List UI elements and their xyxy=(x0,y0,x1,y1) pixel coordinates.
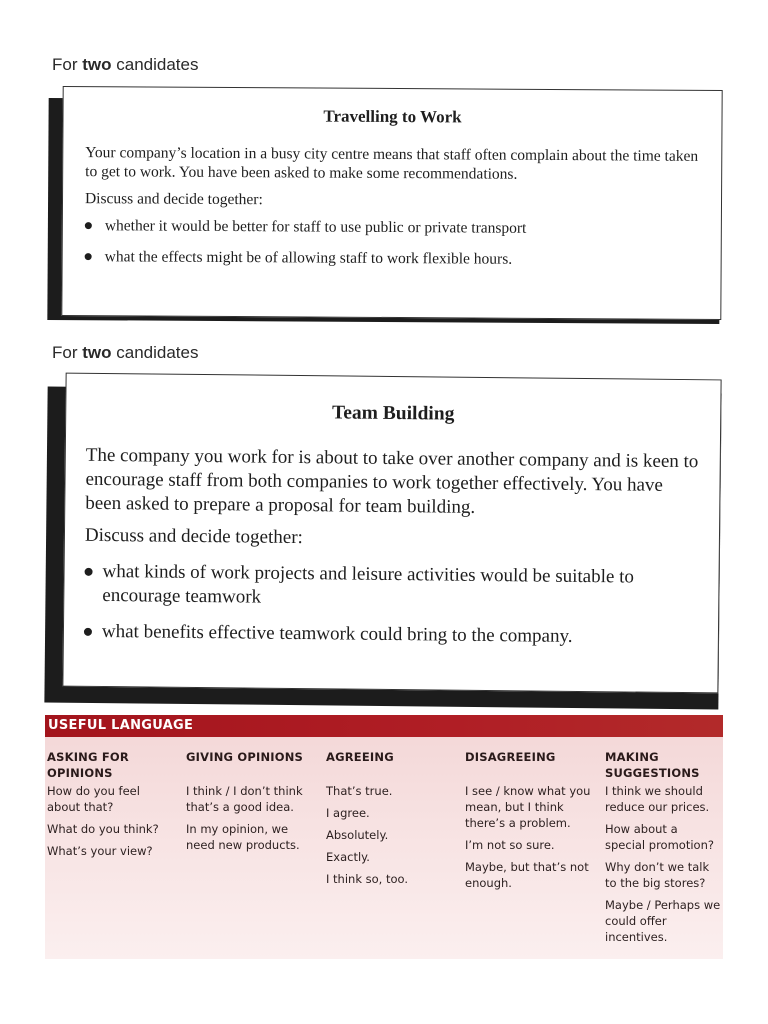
phrase-item: I think / I don’t think that’s a good idea. xyxy=(186,784,303,814)
column-asking-for-opinions xyxy=(47,749,175,865)
useful-language-title: USEFUL LANGUAGE xyxy=(48,718,194,733)
bullet-icon xyxy=(84,628,92,636)
column-disagreeing xyxy=(465,749,593,897)
bullet-icon xyxy=(85,222,92,229)
task-card-travelling xyxy=(61,86,722,320)
phrase-item: Why don’t we talk to the big stores? xyxy=(605,860,710,890)
task-bullet-list xyxy=(84,560,701,650)
phrase-item: I’m not so sure. xyxy=(465,838,555,852)
phrase-item: What’s your view? xyxy=(47,844,153,858)
column-giving-opinions xyxy=(186,749,314,859)
column-agreeing xyxy=(326,749,454,893)
card-paragraph: Your company’s location in a busy city centre means that staff often complain about the time taken to get to work. You have been asked to make some recommendations. xyxy=(85,144,699,183)
discuss-instruction: Discuss and decide together: xyxy=(84,524,303,549)
phrase-item: I think we should reduce our prices. xyxy=(605,784,710,814)
bullet-text: what the effects might be of allowing staff to work flexible hours. xyxy=(104,248,513,268)
task-bullet-item xyxy=(84,560,700,614)
phrase-item: Exactly. xyxy=(326,850,370,864)
phrase-item: How do you feel about that? xyxy=(47,784,140,814)
column-heading: AGREEING xyxy=(326,750,394,764)
bullet-text: what benefits effective teamwork could bring to the company. xyxy=(101,620,573,647)
phrase-item: Absolutely. xyxy=(326,828,389,842)
bullet-icon xyxy=(85,253,92,260)
phrase-item: I think so, too. xyxy=(326,872,409,886)
phrase-list xyxy=(465,783,593,891)
phrase-item: I see / know what you mean, but I think there’s a problem. xyxy=(465,784,591,830)
column-making-suggestions xyxy=(605,749,721,945)
task-bullet-item xyxy=(85,216,699,239)
section2-candidates-label xyxy=(52,343,198,363)
card-title: Team Building xyxy=(331,402,455,425)
bullet-text: whether it would be better for staff to use public or private transport xyxy=(104,217,527,237)
phrase-item: What do you think? xyxy=(47,822,159,836)
card-title: Travelling to Work xyxy=(323,106,462,127)
section1-candidates-label xyxy=(52,55,198,75)
discuss-instruction: Discuss and decide together: xyxy=(84,190,263,209)
bullet-icon xyxy=(85,568,93,576)
label-prefix: For xyxy=(52,55,83,74)
phrase-item: In my opinion, we need new products. xyxy=(186,822,300,852)
phrase-list xyxy=(186,783,314,853)
task-bullet-item xyxy=(84,620,700,650)
phrase-item: That’s true. xyxy=(326,784,393,798)
phrase-list xyxy=(47,783,175,859)
task-bullet-list xyxy=(85,216,699,270)
column-heading: GIVING OPINIONS xyxy=(186,750,304,764)
phrase-list xyxy=(326,783,454,887)
phrase-list xyxy=(605,783,721,945)
label-suffix: candidates xyxy=(111,343,199,362)
label-prefix: For xyxy=(52,343,83,362)
bullet-text: what kinds of work projects and leisure activities would be suitable to encourage teamwork xyxy=(102,560,635,608)
label-suffix: candidates xyxy=(111,55,199,74)
label-bold: two xyxy=(82,343,112,362)
column-heading: ASKING FOR OPINIONS xyxy=(47,750,129,780)
phrase-item: How about a special promotion? xyxy=(605,822,714,852)
phrase-item: I agree. xyxy=(326,806,370,820)
card-body xyxy=(63,143,722,270)
phrase-item: Maybe / Perhaps we could offer incentives. xyxy=(605,898,721,944)
task-card-team-building xyxy=(62,373,721,694)
useful-language-panel xyxy=(45,715,723,959)
task-bullet-item xyxy=(85,247,699,270)
column-heading: DISAGREEING xyxy=(465,750,556,764)
card-paragraph: The company you work for is about to take over another company and is keen to encourage staff from both companies to work together effectively. You have been asked to prepare a proposal for team building. xyxy=(85,444,699,518)
column-heading: MAKING SUGGESTIONS xyxy=(605,750,700,780)
card-body xyxy=(64,444,720,651)
label-bold: two xyxy=(82,55,112,74)
phrase-item: Maybe, but that’s not enough. xyxy=(465,860,589,890)
useful-language-header-bar xyxy=(45,715,723,737)
